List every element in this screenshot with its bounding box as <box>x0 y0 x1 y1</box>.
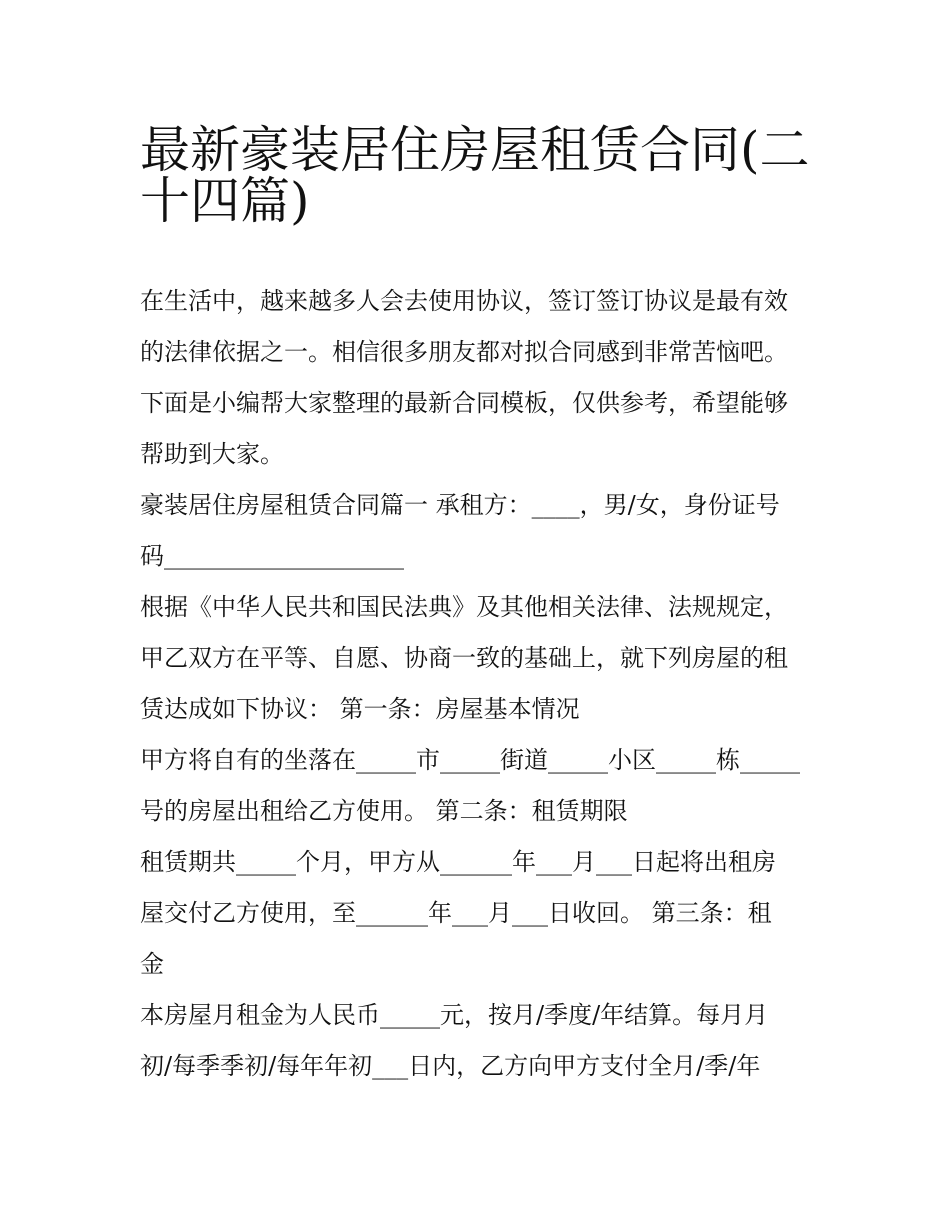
body-line: 甲方将自有的坐落在_____市_____街道_____小区_____栋_____ <box>140 746 800 774</box>
body-line: 码____________________ <box>140 542 404 570</box>
body-line: 号的房屋出租给乙方使用。 第二条：租赁期限 <box>140 797 628 825</box>
body-line: 赁达成如下协议： 第一条：房屋基本情况 <box>140 695 580 723</box>
body-line: 在生活中，越来越多人会去使用协议，签订签订协议是最有效 <box>140 287 788 315</box>
body-line: 甲乙双方在平等、自愿、协商一致的基础上，就下列房屋的租 <box>140 644 788 672</box>
title-line: 十四篇) <box>140 172 310 230</box>
body-line: 根据《中华人民共和国民法典》及其他相关法律、法规规定， <box>140 593 788 621</box>
body-line: 金 <box>140 950 164 978</box>
document-title <box>140 112 820 230</box>
title-line: 最新豪装居住房屋租赁合同(二 <box>140 121 810 179</box>
body-line: 下面是小编帮大家整理的最新合同模板，仅供参考，希望能够 <box>140 389 788 417</box>
body-line: 租赁期共_____个月，甲方从______年___月___日起将出租房 <box>140 848 776 876</box>
body-line: 本房屋月租金为人民币_____元，按月/季度/年结算。每月月 <box>140 1001 769 1029</box>
body-line: 帮助到大家。 <box>140 440 284 468</box>
body-line: 的法律依据之一。相信很多朋友都对拟合同感到非常苦恼吧。 <box>140 338 788 366</box>
body-line: 初/每季季初/每年年初___日内，乙方向甲方支付全月/季/年 <box>140 1052 761 1080</box>
body-line: 屋交付乙方使用，至______年___月___日收回。 第三条：租 <box>140 899 772 927</box>
body-line: 豪装居住房屋租赁合同篇一 承租方：____，男/女，身份证号 <box>140 491 780 519</box>
document-body <box>140 276 820 1092</box>
